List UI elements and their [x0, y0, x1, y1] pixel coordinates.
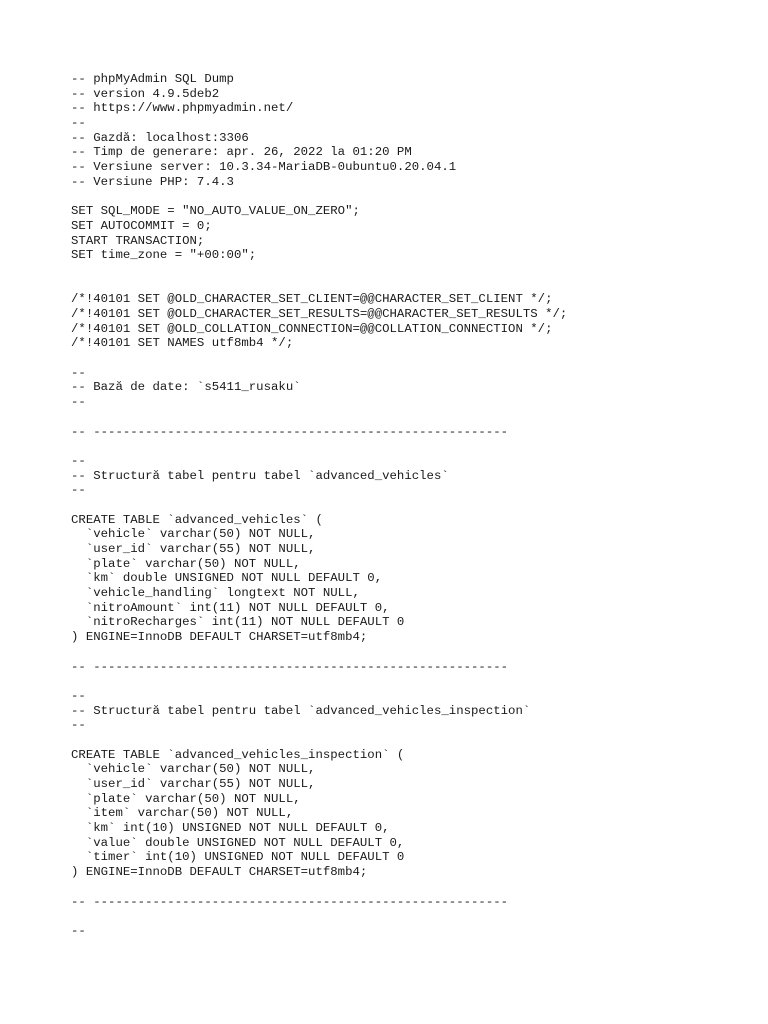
code-line: `user_id` varchar(55) NOT NULL, [71, 542, 316, 556]
code-line: CREATE TABLE `advanced_vehicles_inspection` ( [71, 747, 405, 762]
code-line [71, 263, 751, 278]
code-line: -- [71, 365, 86, 380]
code-line: -- [71, 483, 86, 498]
code-line: -- [71, 116, 86, 131]
code-line [71, 190, 751, 205]
code-line: -- Timp de generare: apr. 26, 2022 la 01:20 PM [71, 145, 412, 160]
code-line: `nitroRecharges` int(11) NOT NULL DEFAULT 0 [71, 615, 405, 630]
code-line: -- https://www.phpmyadmin.net/ [71, 101, 294, 116]
code-line: -- [71, 718, 86, 733]
code-line: /*!40101 SET @OLD_CHARACTER_SET_CLIENT=@@CHARACTER_SET_CLIENT */; [71, 292, 553, 307]
code-line: -- [71, 923, 86, 938]
code-line [71, 278, 751, 293]
code-line: `vehicle_handling` longtext NOT NULL, [71, 586, 360, 601]
code-line: START TRANSACTION; [71, 233, 205, 248]
code-line: ) ENGINE=InnoDB DEFAULT CHARSET=utf8mb4; [71, 630, 368, 645]
code-line: -- Structură tabel pentru tabel `advanced_vehicles` [71, 468, 449, 483]
code-line: SET SQL_MODE = "NO_AUTO_VALUE_ON_ZERO"; [71, 204, 360, 219]
code-line: /*!40101 SET @OLD_CHARACTER_SET_RESULTS=@@CHARACTER_SET_RESULTS */; [71, 307, 568, 321]
code-line: ) ENGINE=InnoDB DEFAULT CHARSET=utf8mb4; [71, 865, 368, 880]
code-line [71, 674, 751, 689]
code-line: /*!40101 SET NAMES utf8mb4 */; [71, 336, 294, 351]
code-line [71, 733, 751, 748]
code-line: /*!40101 SET @OLD_COLLATION_CONNECTION=@@COLLATION_CONNECTION */; [71, 321, 553, 336]
code-line: `user_id` varchar(55) NOT NULL, [71, 777, 316, 791]
code-line: `vehicle` varchar(50) NOT NULL, [71, 527, 316, 542]
code-line: `plate` varchar(50) NOT NULL, [71, 791, 301, 806]
code-line: `value` double UNSIGNED NOT NULL DEFAULT 0, [71, 835, 405, 850]
code-line: -- Structură tabel pentru tabel `advanced_vehicles_inspection` [71, 703, 531, 718]
code-line: SET time_zone = "+00:00"; [71, 248, 257, 263]
code-line: `km` double UNSIGNED NOT NULL DEFAULT 0, [71, 571, 383, 586]
code-line: -- [71, 688, 86, 703]
sql-dump-text [71, 72, 751, 939]
code-line: CREATE TABLE `advanced_vehicles` ( [71, 512, 323, 527]
code-line: -- [71, 395, 86, 410]
code-line: -- [71, 453, 86, 468]
code-line [71, 909, 751, 924]
code-line: `km` int(10) UNSIGNED NOT NULL DEFAULT 0, [71, 821, 390, 836]
code-line: -- Bază de date: `s5411_rusaku` [71, 380, 301, 395]
code-line: `vehicle` varchar(50) NOT NULL, [71, 762, 316, 777]
code-line: `plate` varchar(50) NOT NULL, [71, 556, 301, 571]
code-line [71, 410, 751, 425]
code-line: -- Versiune server: 10.3.34-MariaDB-0ubuntu0.20.04.1 [71, 160, 457, 175]
code-line [71, 439, 751, 454]
code-line [71, 498, 751, 513]
code-line: `timer` int(10) UNSIGNED NOT NULL DEFAULT 0 [71, 850, 405, 865]
code-line [71, 880, 751, 895]
code-line: `item` varchar(50) NOT NULL, [71, 806, 294, 821]
code-line: SET AUTOCOMMIT = 0; [71, 218, 212, 233]
code-line [71, 645, 751, 660]
code-line: -- -------------------------------------------------------- [71, 659, 509, 674]
code-line: -- phpMyAdmin SQL Dump [71, 72, 234, 86]
code-line: -- Versiune PHP: 7.4.3 [71, 174, 234, 189]
code-line: -- Gazdă: localhost:3306 [71, 130, 249, 145]
code-line: -- version 4.9.5deb2 [71, 86, 220, 101]
code-line [71, 351, 751, 366]
code-line: `nitroAmount` int(11) NOT NULL DEFAULT 0, [71, 600, 390, 615]
code-line: -- -------------------------------------------------------- [71, 424, 509, 439]
code-line: -- -------------------------------------------------------- [71, 894, 509, 909]
